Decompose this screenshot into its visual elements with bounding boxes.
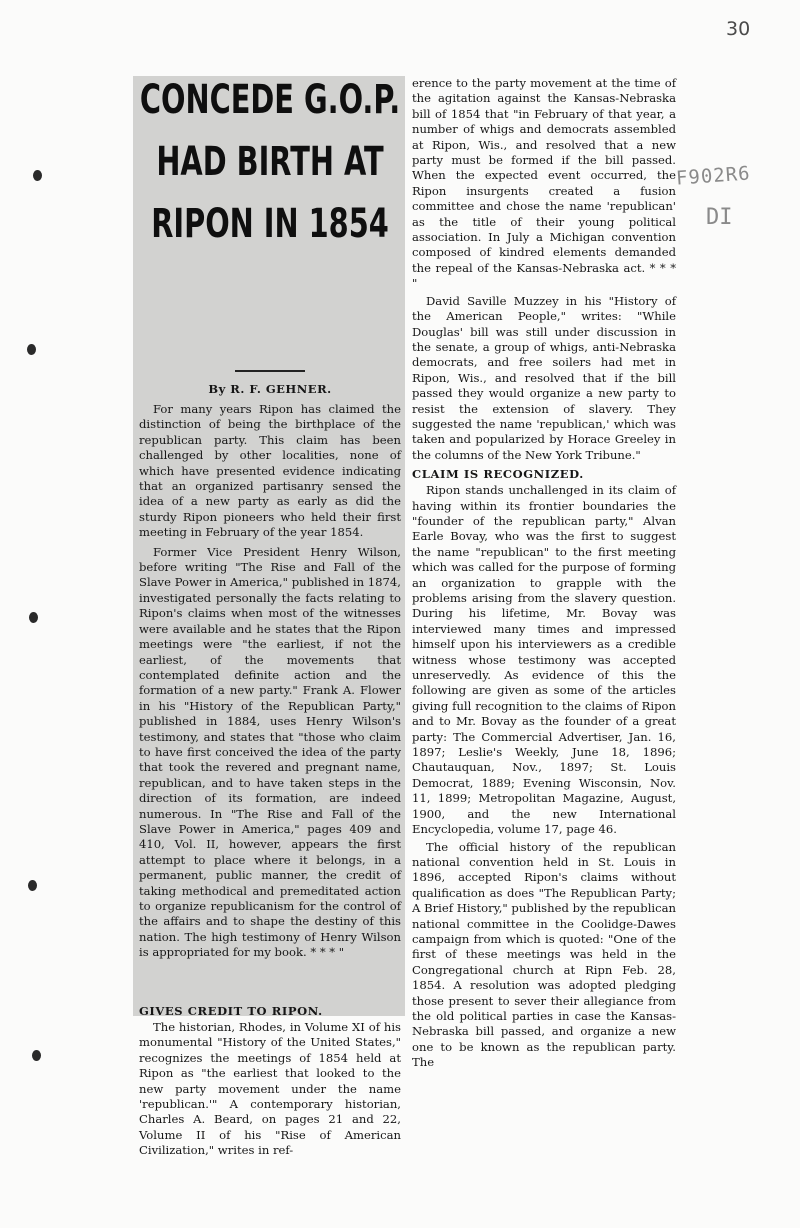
binder-hole bbox=[32, 1050, 41, 1061]
binder-hole bbox=[27, 344, 36, 355]
binder-hole bbox=[28, 880, 37, 891]
paragraph: The historian, Rhodes, in Volume XI of his monumental "History of the United States," recognizes the meetings of 1854 held at Ripon as "the earliest that looked to the new party movement under the name 'republican.'" A contemporary historian, Charles A. Beard, on pages 21 and 22, Volume II of his "Rise of American Civilization," writes in ref- bbox=[139, 1020, 401, 1158]
binder-hole bbox=[33, 170, 42, 181]
page-number: 30 bbox=[726, 18, 751, 40]
article-column-2 bbox=[412, 76, 676, 1071]
archive-stamp-code: F902R6 bbox=[675, 162, 752, 190]
paragraph: erence to the party movement at the time of the agitation against the Kansas-Nebraska bill of 1854 that "in February of that year, a number of whigs and democrats assembled at Ripon, Wis., and resolved that a new party must be formed if the bill passed. When the expected event occurred, the Ripon insurgents created a fusion committee and chose the name 'republican' as the title of their young political association. In July a Michigan convention composed of kindred elements demanded the repeal of the Kansas-Nebraska act. * * * " bbox=[412, 76, 676, 291]
article-column-1 bbox=[139, 77, 401, 961]
byline: By R. F. GEHNER. bbox=[208, 382, 332, 396]
paragraph: David Saville Muzzey in his "History of the American People," writes: "While Douglas' bill was still under discussion in the senate, a group of whigs, anti-Nebraska democrats, and free soilers had met in Ripon, Wis., and resolved that if the bill passed they would organize a new party to resist the extension of slavery. They suggested the name 'republican,' which was taken and popularized by Horace Greeley in the columns of the New York Tribune." bbox=[412, 293, 676, 462]
headline-line-1: CONCEDE G.O.P. bbox=[139, 77, 401, 123]
paragraph: The official history of the republican national convention held in St. Louis in 1896, accepted Ripon's claims without qualification as does "The Republican Party; A Brief History," published by the republican national committee in the Coolidge-Dawes campaign from which is quoted: "One of the first of these meetings was held in the Congregational church at Ripn Feb. 28, 1854. A resolution was adopted pledging those present to sever their allegiance from the old political parties in case the Kansas-Nebraska bill passed, and organize a new one to be known as the republican party. The bbox=[412, 839, 676, 1070]
headline bbox=[132, 77, 407, 270]
subhead: CLAIM IS RECOGNIZED. bbox=[412, 467, 584, 482]
binder-hole bbox=[29, 612, 38, 623]
subhead: GIVES CREDIT TO RIPON. bbox=[139, 1004, 323, 1018]
headline-line-3: RIPON IN 1854 bbox=[151, 201, 389, 247]
article-column-1-continued bbox=[139, 1000, 401, 1159]
headline-line-2: HAD BIRTH AT bbox=[156, 139, 384, 185]
paragraph: Ripon stands unchallenged in its claim of having within its frontier boundaries the "founder of the republican party," Alvan Earle Bovay, who was the first to suggest the name "republican" to the first meeting which was called for the purpose of forming an organization to grapple with the problems arising from the slavery question. During his lifetime, Mr. Bovay was interviewed many times and impressed himself upon his interviewers as a credible witness whose testimony was accepted unreservedly. As evidence of this the following are given as some of the articles giving full recognition to the claims of Ripon and to Mr. Bovay as the founder of a great party: The Commercial Advertiser, Jan. 16, 1897; Leslie's Weekly, June 18, 1896; Chautauquan, Nov., 1897; St. Louis Democrat, 1889; Evening Wisconsin, Nov. 11, 1899; Metropolitan Magazine, August, 1900, and the new International Encyclopedia, volume 17, page 46. bbox=[412, 483, 676, 837]
paragraph: For many years Ripon has claimed the distinction of being the birthplace of the republican party. This claim has been challenged by other localities, none of which have presented evidence indicating that an organized partisanry sensed the idea of a new party as early as did the sturdy Ripon pioneers who held their first meeting in February of the year 1854. bbox=[139, 402, 401, 540]
headline-rule bbox=[235, 370, 305, 372]
archive-stamp-initials: DI bbox=[706, 205, 733, 230]
paragraph: Former Vice President Henry Wilson, before writing "The Rise and Fall of the Slave Power in America," published in 1874, investigated personally the facts relating to Ripon's claims when most of the witnesses were available and he states that the Ripon meetings were "the earliest, if not the earliest, of the movements that contemplated definite action and the formation of a new party." Frank A. Flower in his "History of the Republican Party," published in 1884, uses Henry Wilson's testimony, and states that "those who claim to have first conceived the idea of the party that took the revered and pregnant name, republican, and to have taken steps in the direction of its formation, are indeed numerous. In "The Rise and Fall of the Slave Power in America," pages 409 and 410, Vol. II, however, appears the first attempt to place where it belongs, in a permanent, public manner, the credit of taking methodical and premeditated action to organize republicanism for the control of the affairs and to shape the destiny of this nation. The high testimony of Henry Wilson is appropriated for my book. * * * " bbox=[139, 544, 401, 960]
